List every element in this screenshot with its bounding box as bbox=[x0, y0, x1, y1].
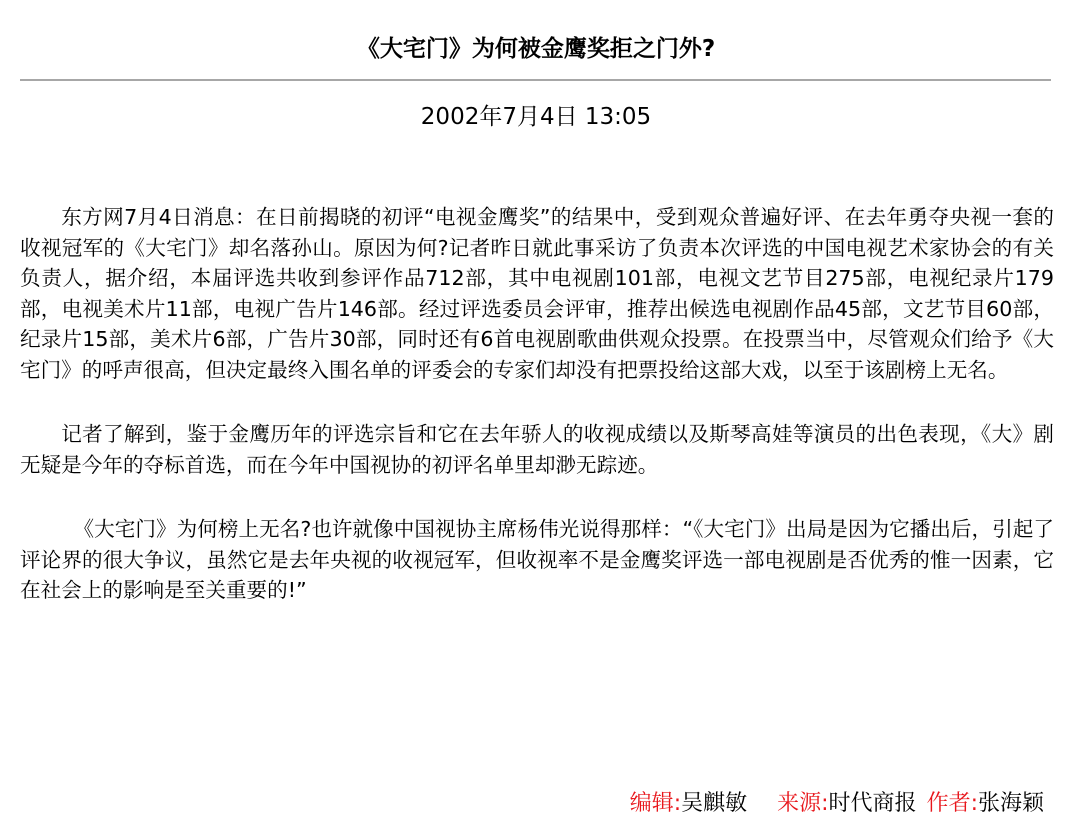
article-body bbox=[20, 202, 1054, 640]
article-datetime: 2002年7月4日 13:05 bbox=[420, 104, 652, 130]
editor-label: 编辑: bbox=[629, 791, 682, 816]
article-title: 《大宅门》为何被金鹰奖拒之门外? bbox=[356, 36, 716, 62]
source-name: 时代商报 bbox=[828, 791, 917, 816]
source-label: 来源: bbox=[777, 791, 829, 816]
article-byline bbox=[630, 787, 1044, 821]
article-paragraph: 记者了解到，鉴于金鹰历年的评选宗旨和它在去年骄人的收视成绩以及斯琴高娃等演员的出色表现，《大》剧无疑是今年的夺标首选，而在今年中国视协的初评名单里却渺无踪迹。 bbox=[20, 422, 1054, 477]
article-paragraph: 《大宅门》为何榜上无名?也许就像中国视协主席杨伟光说得那样：“《大宅门》出局是因为它播出后，引起了评论界的很大争议，虽然它是去年央视的收视冠军，但收视率不是金鹰奖评选一部电视剧是否优秀的惟一因素，它在社会上的影响是至关重要的!” bbox=[20, 517, 1054, 602]
author-label: 作者: bbox=[926, 791, 978, 816]
editor-name: 吴麒敏 bbox=[681, 791, 748, 816]
article-paragraph: 东方网7月4日消息：在日前揭晓的初评“电视金鹰奖”的结果中，受到观众普遍好评、在去年勇夺央视一套的收视冠军的《大宅门》却名落孙山。原因为何?记者昨日就此事采访了负责本次评选的中国电视艺术家协会的有关负责人，据介绍，本届评选共收到参评作品712部，其中电视剧101部，电视文艺节目275部，电视纪录片179部，电视美术片11部，电视广告片146部。经过评选委员会评审，推荐出候选电视剧作品45部，文艺节目60部，纪录片15部，美术片6部，广告片30部，同时还有6首电视剧歌曲供观众投票。在投票当中，尽管观众们给予《大宅门》的呼声很高，但决定最终入围名单的评委会的专家们却没有把票投给这部大戏，以至于该剧榜上无名。 bbox=[20, 205, 1054, 382]
author-name: 张海颖 bbox=[977, 791, 1044, 816]
title-divider bbox=[20, 79, 1051, 81]
